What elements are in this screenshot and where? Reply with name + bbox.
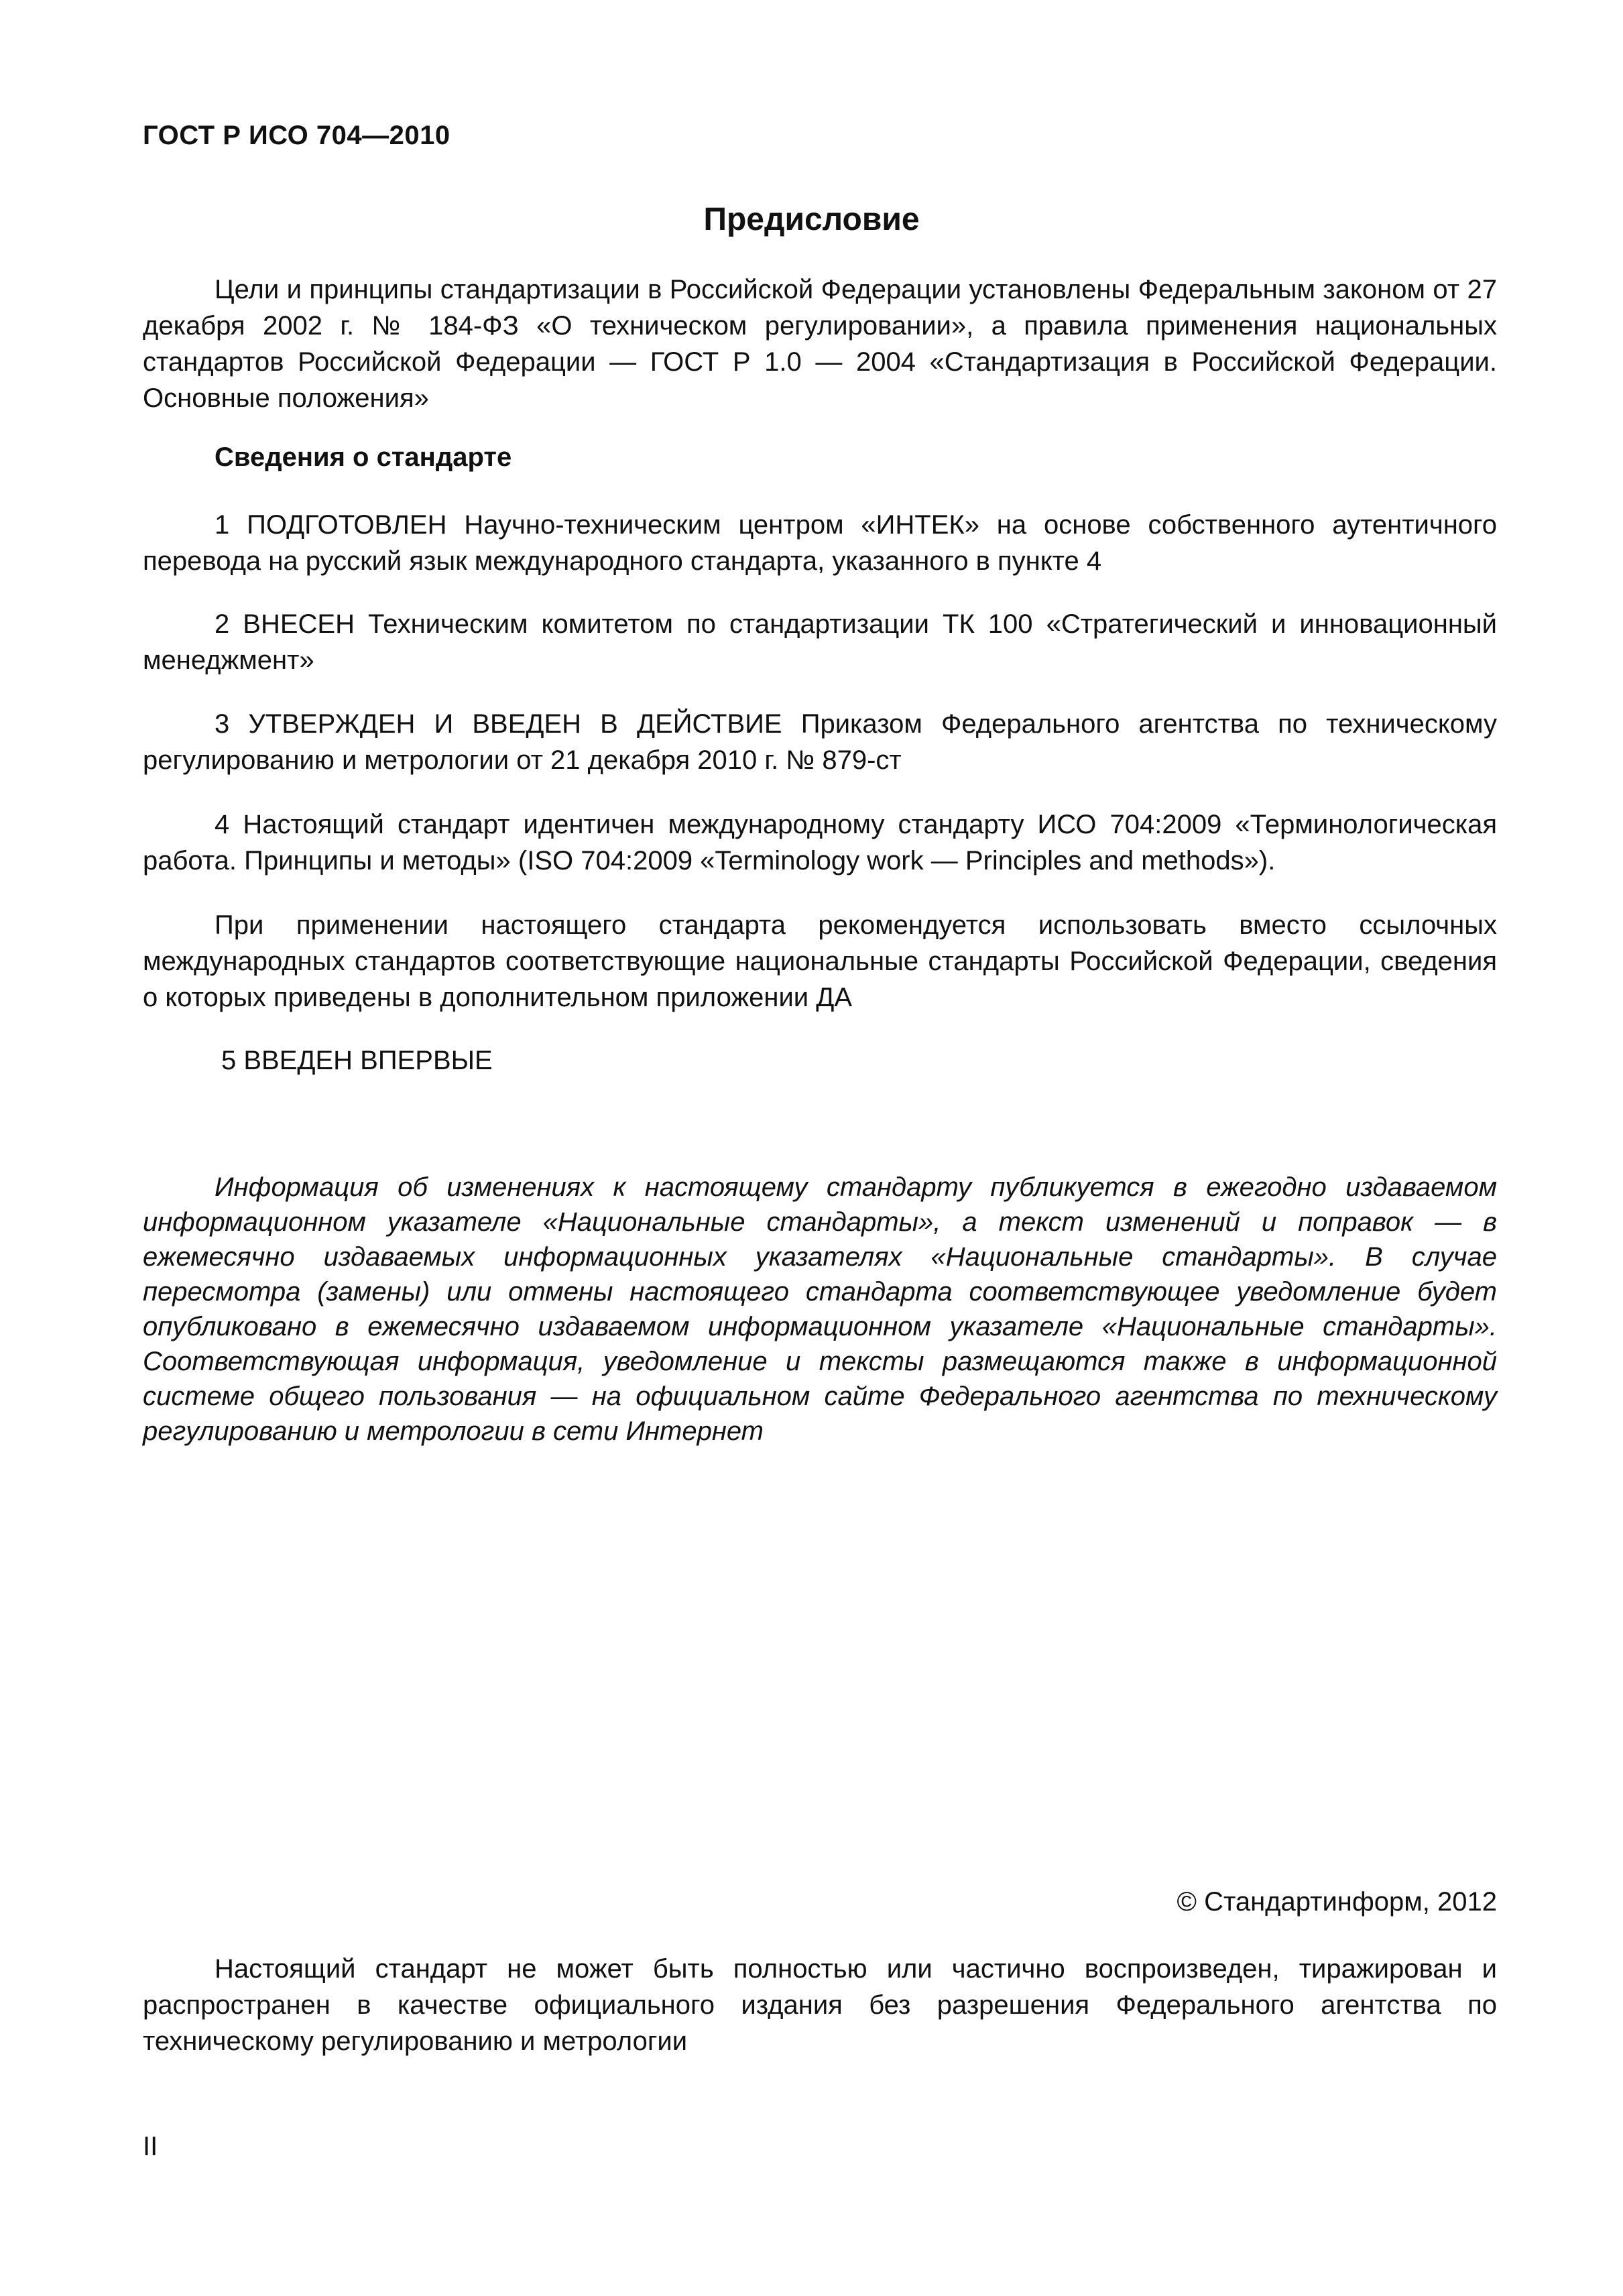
document-code: ГОСТ Р ИСО 704—2010 [143,121,450,150]
info-item-5: 5 ВВЕДЕН ВПЕРВЫЕ [221,1046,493,1075]
info-item-1: 1 ПОДГОТОВЛЕН Научно-техническим центром «ИНТЕК» на основе собственного аутентичного перевода на русский язык международного стандарта, указанного в пункте 4 [143,510,1497,576]
amendments-notice: Информация об изменениях к настоящему стандарту публикуется в ежегодно издаваемом информационном указателе «Национальные стандарты», а текст изменений и поправок — в ежемесячно издаваемых информационных указателях «Национальные стандарты». В случае пересмотра (замены) или отмены настоящего стандарта соответствующее уведомление будет опубликовано в ежемесячно издаваемом информационном указателе «Национальные стандарты». Соответствующая информация, уведомление и тексты размещаются также в информационной системе общего пользования — на официальном сайте Федерального агентства по техническому регулированию и метрологии в сети Интернет [143,1172,1497,1446]
reference-standards-note: При применении настоящего стандарта рекомендуется использовать вместо ссылочных международных стандартов соответствующие национальные стандарты Российской Федерации, сведения о которых приведены в дополнительном приложении ДА [143,910,1497,1012]
foreword-intro: Цели и принципы стандартизации в Российской Федерации установлены Федеральным законом от 27 декабря 2002 г. № 184-ФЗ «О техническом регулировании», а правила применения национальных стандартов Российской Федерации — ГОСТ Р 1.0 — 2004 «Стандартизация в Российской Федерации. Основные положения» [143,275,1497,413]
standard-info-heading: Сведения о стандарте [215,442,512,472]
page-number: II [143,2132,158,2161]
info-item-2: 2 ВНЕСЕН Техническим комитетом по стандартизации ТК 100 «Стратегический и инновационный менеджмент» [143,609,1497,675]
info-item-3: 3 УТВЕРЖДЕН И ВВЕДЕН В ДЕЙСТВИЕ Приказом Федерального агентства по техническому регулированию и метрологии от 21 декабря 2010 г. № 879-ст [143,709,1497,775]
copyright: © Стандартинформ, 2012 [1177,1887,1497,1917]
reproduction-notice: Настоящий стандарт не может быть полностью или частично воспроизведен, тиражирован и распространен в качестве официального издания без разрешения Федерального агентства по техническому регулированию и метрологии [143,1954,1497,2056]
info-item-4: 4 Настоящий стандарт идентичен международному стандарту ИСО 704:2009 «Терминологическая работа. Принципы и методы» (ISO 704:2009 «Terminology work — Principles and methods»). [143,810,1497,875]
foreword-title: Предисловие [703,202,920,237]
